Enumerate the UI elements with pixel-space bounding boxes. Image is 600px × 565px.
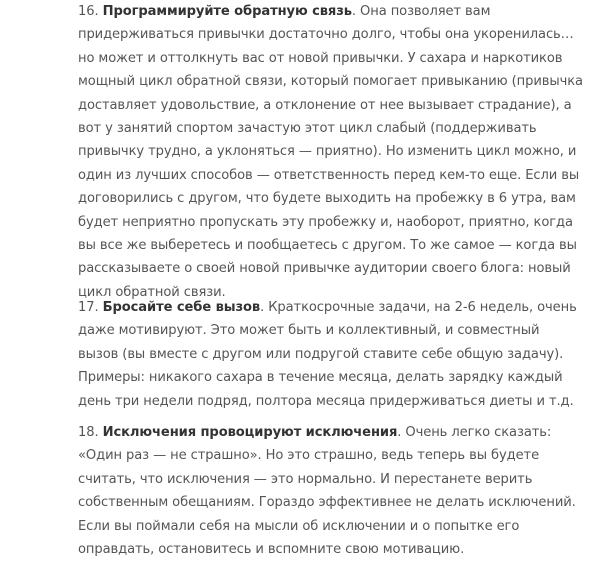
tip-16-paragraph [78,0,583,304]
tip-16-number: 16. [78,4,99,19]
tip-17-paragraph [78,296,583,413]
tip-16-heading: Программируйте обратную связь [102,4,352,19]
tip-17-text: . Краткосрочные задачи, на 2-6 недель, очень даже мотивируют. Это может быть и коллективный, и совместный вызов (вы вместе с другом или подругой ставите себе общую задачу). Примеры: никакого сахара в течение месяца, делать зарядку каждый день три недели подряд, полтора месяца придерживаться диеты и т.д. [78,300,577,409]
tip-18-heading: Исключения провоцируют исключения [102,425,398,440]
tip-18-number: 18. [78,425,99,440]
tip-18-text: . Очень легко сказать: «Один раз — не страшно». Но это страшно, ведь теперь вы будете считать, что исключения — это нормально. И перестанете верить собственным обещаниям. Гораздо эффективнее не делать исключений. Если вы поймали себя на мысли об исключении и о попытке его оправдать, остановитесь и вспомните свою мотивацию. [78,425,576,558]
tip-18-paragraph [78,421,583,561]
tip-16-text: . Она позволяет вам придерживаться привычки достаточно долго, чтобы она укоренилась… но может и оттолкнуть вас от новой привычки. У сахара и наркотиков мощный цикл обратной связи, который помогает привыканию (привычка доставляет удовольствие, а отклонение от нее вызывает страдание), а вот у занятий спортом зачастую этот цикл слабый (поддерживать привычку трудно, а уклоняться — приятно). Но изменить цикл можно, и один из лучших способов — ответственность перед кем-то еще. Если вы договорились с другом, что будете выходить на пробежку в 6 утра, вам будет неприятно пропускать эту пробежку и, наоборот, приятно, когда вы все же выберетесь и пообщаетесь с другом. То же самое — когда вы рассказываете о своей новой привычке аудитории своего блога: новый цикл обратной связи. [78,4,583,300]
tip-17-number: 17. [78,300,99,315]
tip-17-heading: Бросайте себе вызов [102,300,261,315]
